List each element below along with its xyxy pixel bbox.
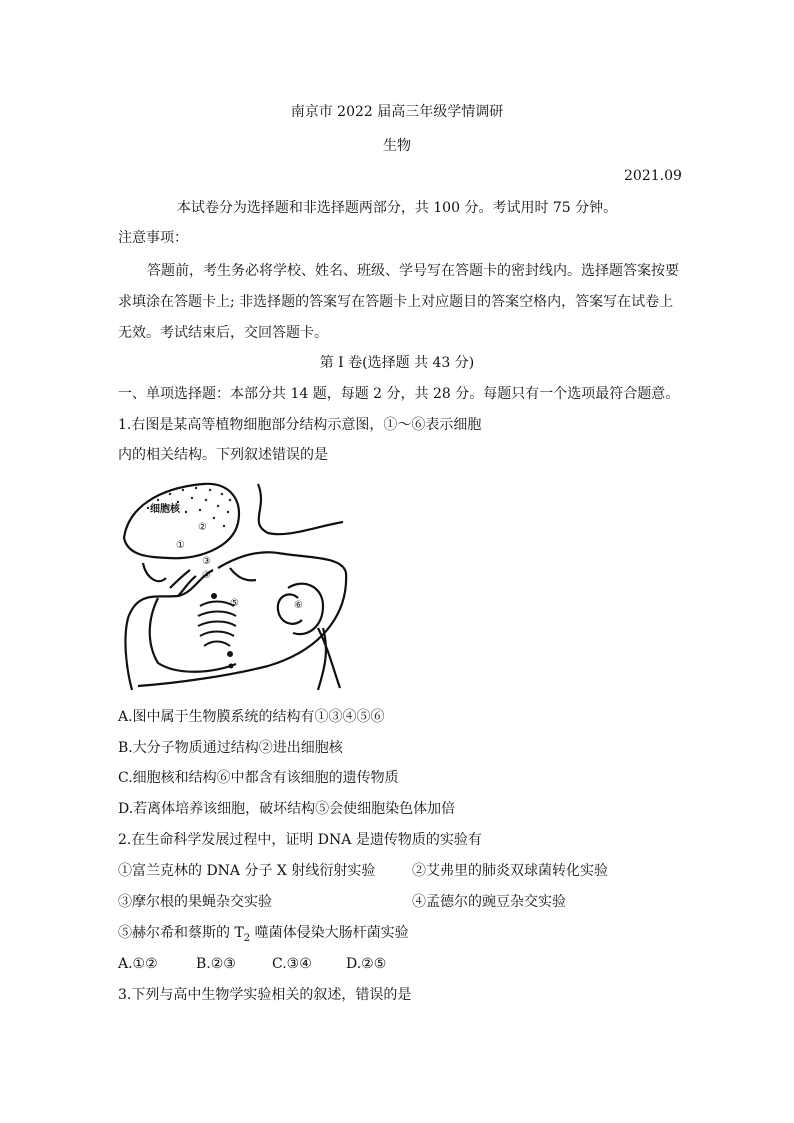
q1-option-c: C.细胞核和结构⑥中都含有该细胞的遗传物质 (118, 770, 399, 786)
marker-6: ⑥ (294, 600, 303, 611)
marker-4: ④ (202, 570, 211, 581)
section-title: 第 I 卷(选择题 共 43 分) (319, 355, 475, 371)
marker-5: ⑤ (230, 598, 239, 609)
notes-heading: 注意事项： (118, 230, 188, 246)
section-instruction: 一、单项选择题：本部分共 14 题，每题 2 分，共 28 分。每题只有一个选项最符合题意。 (118, 386, 680, 402)
q1-option-b: B.大分子物质通过结构②进出细胞核 (118, 740, 343, 756)
exam-title: 南京市 2022 届高三年级学情调研 (290, 104, 504, 120)
notes-line: 无效。考试结束后，交回答题卡。 (118, 325, 328, 341)
notes-line: 答题前，考生务必将学校、姓名、班级、学号写在答题卡的密封线内。选择题答案按要 (147, 263, 679, 279)
q2-item: ①富兰克林的 DNA 分子 X 射线衍射实验 (118, 863, 376, 879)
notes-line: 求填涂在答题卡上; 非选择题的答案写在答题卡上对应题目的答案空格内，答案写在试卷上 (118, 294, 674, 310)
q2-option-a: A.①② (118, 956, 158, 972)
marker-1: ① (176, 540, 185, 551)
exam-date: 2021.09 (624, 168, 682, 184)
q2-item: ④孟德尔的豌豆杂交实验 (412, 894, 566, 910)
subject-title: 生物 (383, 138, 411, 154)
q1-option-a: A.图中属于生物膜系统的结构有①③④⑤⑥ (118, 709, 385, 725)
cell-structure-figure (118, 478, 350, 694)
question-1-stem: 1.右图是某高等植物细胞部分结构示意图，①～⑥表示细胞 (118, 417, 482, 433)
q2-item-5-text-rest: 噬菌体侵染大肠杆菌实验 (250, 925, 409, 941)
question-1-stem: 内的相关结构。下列叙述错误的是 (118, 447, 328, 463)
marker-2: ② (198, 522, 207, 533)
q2-option-d: D.②⑤ (346, 956, 387, 972)
exam-intro: 本试卷分为选择题和非选择题两部分，共 100 分。考试用时 75 分钟。 (176, 200, 618, 216)
q2-item-5-subscript: 2 (243, 932, 251, 944)
question-3-stem: 3.下列与高中生物学实验相关的叙述，错误的是 (118, 987, 412, 1003)
q2-option-c: C.③④ (272, 956, 312, 972)
q2-option-b: B.②③ (196, 956, 236, 972)
q2-item: ③摩尔根的果蝇杂交实验 (118, 894, 272, 910)
marker-3: ③ (202, 556, 211, 567)
q2-item-5 (118, 923, 409, 949)
question-2-stem: 2.在生命科学发展过程中，证明 DNA 是遗传物质的实验有 (118, 832, 482, 848)
q2-item-5-text: ⑤赫尔希和蔡斯的 T (118, 925, 244, 941)
q1-option-d: D.若离体培养该细胞，破坏结构⑤会使细胞染色体加倍 (118, 801, 456, 817)
q2-item: ②艾弗里的肺炎双球菌转化实验 (412, 863, 608, 879)
nucleus-label: 细胞核 (150, 504, 180, 515)
